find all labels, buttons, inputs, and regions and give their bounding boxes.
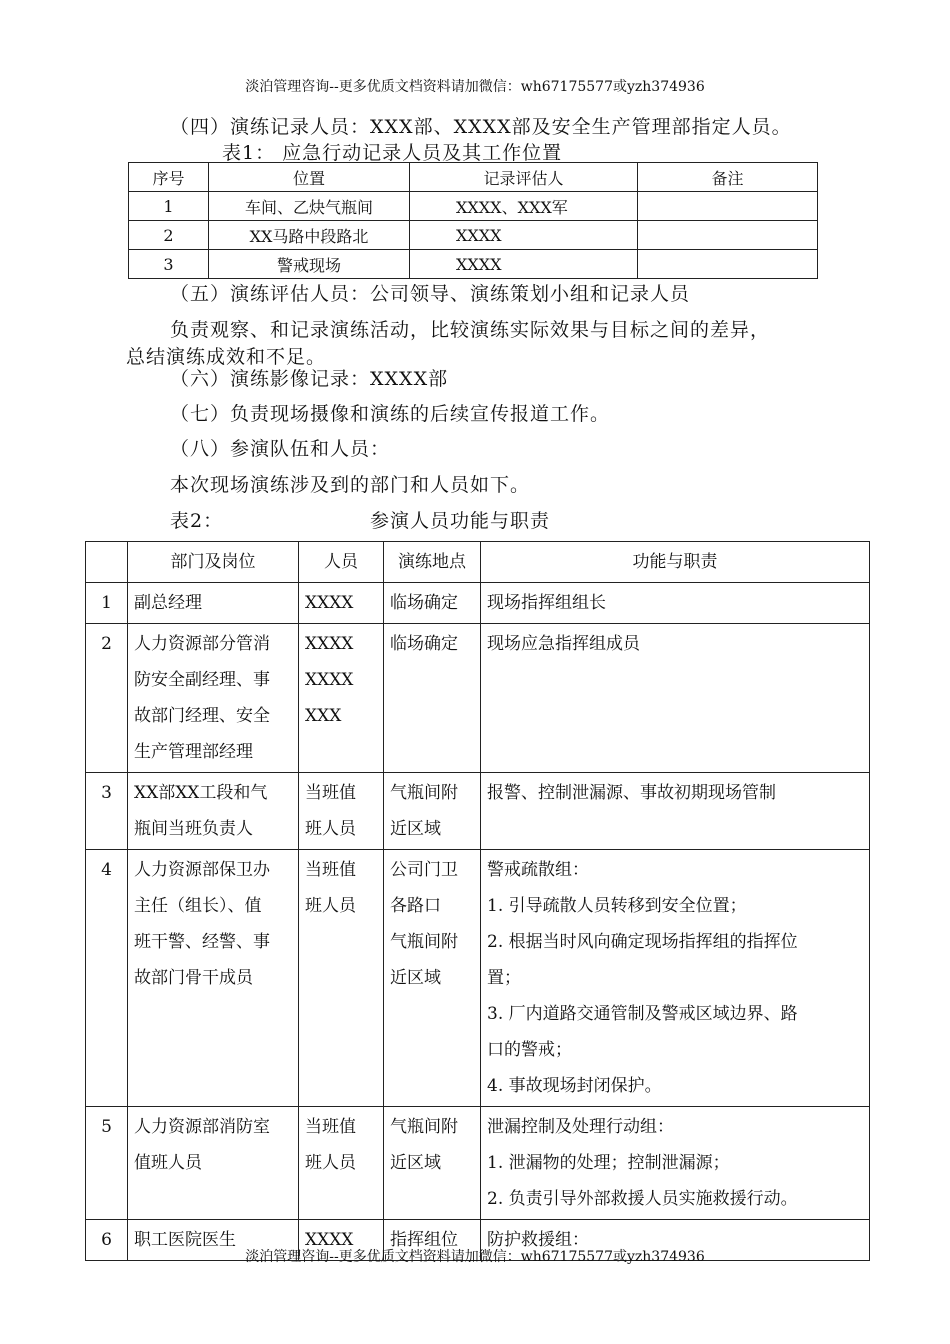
table2-header-cell: 部门及岗位: [128, 542, 299, 583]
table1-header-cell: 备注: [638, 163, 818, 192]
table1-header-cell: 记录评估人: [410, 163, 638, 192]
table-row: [129, 221, 818, 250]
duty-cell: [481, 850, 870, 1107]
dept-cell: [128, 1107, 299, 1220]
duty-cell: [481, 583, 870, 624]
table-cell: 2: [129, 221, 209, 250]
table2-caption-title: 参演人员功能与职责: [370, 510, 551, 532]
dept-cell: [128, 773, 299, 850]
duty-cell-line: 2. 负责引导外部救援人员实施救援行动。: [487, 1189, 798, 1209]
people-cell-line: 班人员: [305, 819, 356, 839]
section-8: （八）参演队伍和人员：: [170, 438, 391, 460]
table-row: [86, 773, 870, 850]
people-cell: [299, 773, 384, 850]
section-7: （七）负责现场摄像和演练的后续宣传报道工作。: [170, 403, 611, 425]
duty-cell-line: 口的警戒；: [487, 1040, 572, 1060]
table2-caption-label: 表2：: [170, 510, 224, 532]
duty-cell-line: 1. 泄漏物的处理；控制泄漏源；: [487, 1153, 730, 1173]
dept-cell-line: 故部门骨干成员: [134, 968, 253, 988]
place-cell-line: 气瓶间附: [390, 932, 458, 952]
table1-header-cell: 位置: [209, 163, 410, 192]
dept-cell-line: 班干警、经警、事: [134, 932, 270, 952]
dept-cell-line: 瓶间当班负责人: [134, 819, 253, 839]
duty-cell-line: 3. 厂内道路交通管制及警戒区域边界、路: [487, 1004, 798, 1024]
people-cell-line: XXXX: [305, 634, 354, 654]
place-cell: [384, 850, 481, 1107]
table-row: [86, 850, 870, 1107]
table-cell: XXXX: [410, 221, 638, 250]
table2-header-row: [86, 542, 870, 583]
row-number: 4: [86, 850, 128, 1107]
place-cell-line: 近区域: [390, 819, 441, 839]
dept-cell-line: 人力资源部分管消: [134, 634, 270, 654]
dept-cell: [128, 850, 299, 1107]
place-cell-line: 指挥组位: [390, 1230, 458, 1250]
table2-header-cell: 人员: [299, 542, 384, 583]
dept-cell-line: 副总经理: [134, 593, 202, 613]
people-cell-line: XXXX: [305, 1230, 354, 1250]
dept-cell-line: 职工医院医生: [134, 1230, 236, 1250]
table-cell: 警戒现场: [209, 250, 410, 279]
table2-header-cell: [86, 542, 128, 583]
duty-cell-line: 1. 引导疏散人员转移到安全位置；: [487, 896, 747, 916]
table2-header-cell: 功能与职责: [481, 542, 870, 583]
people-cell-line: XXXX: [305, 670, 354, 690]
people-cell-line: 班人员: [305, 896, 356, 916]
place-cell: [384, 773, 481, 850]
table-row: [86, 583, 870, 624]
place-cell-line: 临场确定: [390, 593, 458, 613]
duty-cell: [481, 773, 870, 850]
people-cell-line: 当班值: [305, 783, 356, 803]
row-number: 2: [86, 624, 128, 773]
page-footer: 淡泊管理咨询--更多优质文档资料请加微信：wh67175577或yzh374936: [245, 1249, 705, 1265]
table-cell: XXXX: [410, 250, 638, 279]
row-number: 1: [86, 583, 128, 624]
place-cell-line: 近区域: [390, 1153, 441, 1173]
table-cell: 3: [129, 250, 209, 279]
duty-cell-line: 警戒疏散组：: [487, 860, 589, 880]
dept-cell-line: 人力资源部保卫办: [134, 860, 270, 880]
people-cell: [299, 1107, 384, 1220]
place-cell-line: 气瓶间附: [390, 783, 458, 803]
people-cell-line: 当班值: [305, 860, 356, 880]
paragraph-1-line-1: 负责观察、和记录演练活动，比较演练实际效果与目标之间的差异，: [170, 319, 771, 341]
row-number: 5: [86, 1107, 128, 1220]
dept-cell-line: 防安全副经理、事: [134, 670, 270, 690]
duty-cell: [481, 624, 870, 773]
dept-cell-line: 生产管理部经理: [134, 742, 253, 762]
row-number: 3: [86, 773, 128, 850]
place-cell: [384, 1107, 481, 1220]
duty-cell-line: 现场应急指挥组成员: [487, 634, 640, 654]
place-cell-line: 各路口: [390, 896, 441, 916]
duty-cell-line: 泄漏控制及处理行动组：: [487, 1117, 674, 1137]
table-row: [86, 1107, 870, 1220]
duty-cell-line: 现场指挥组组长: [487, 593, 606, 613]
dept-cell-line: 主任（组长）、值: [134, 896, 262, 916]
people-cell: [299, 583, 384, 624]
table-cell: [638, 192, 818, 221]
table-cell: [638, 221, 818, 250]
table1-header-cell: 序号: [129, 163, 209, 192]
place-cell: [384, 624, 481, 773]
dept-cell-line: XX部XX工段和气: [134, 783, 268, 803]
page-header: 淡泊管理咨询--更多优质文档资料请加微信：wh67175577或yzh374936: [245, 79, 705, 95]
table-cell: XX马路中段路北: [209, 221, 410, 250]
table1-caption: 表1： 应急行动记录人员及其工作位置: [222, 142, 563, 164]
table-row: [129, 192, 818, 221]
table-cell: [638, 250, 818, 279]
table-cell: XXXX、XXX军: [410, 192, 638, 221]
table-participants: [85, 541, 870, 1261]
place-cell-line: 近区域: [390, 968, 441, 988]
place-cell-line: 临场确定: [390, 634, 458, 654]
section-5: （五）演练评估人员：公司领导、演练策划小组和记录人员: [170, 283, 691, 305]
table-recorders: [128, 162, 818, 279]
dept-cell-line: 人力资源部消防室: [134, 1117, 270, 1137]
place-cell-line: 公司门卫: [390, 860, 458, 880]
table-row: [129, 250, 818, 279]
people-cell: [299, 624, 384, 773]
place-cell: [384, 583, 481, 624]
people-cell-line: XXXX: [305, 593, 354, 613]
people-cell-line: 班人员: [305, 1153, 356, 1173]
duty-cell-line: 2. 根据当时风向确定现场指挥组的指挥位: [487, 932, 798, 952]
table-cell: 1: [129, 192, 209, 221]
table-cell: 车间、乙炔气瓶间: [209, 192, 410, 221]
dept-cell-line: 故部门经理、安全: [134, 706, 270, 726]
duty-cell: [481, 1107, 870, 1220]
duty-cell-line: 置；: [487, 968, 521, 988]
section-4: （四）演练记录人员：XXX部、XXXX部及安全生产管理部指定人员。: [170, 116, 792, 138]
paragraph-2: 本次现场演练涉及到的部门和人员如下。: [170, 474, 531, 496]
dept-cell: [128, 583, 299, 624]
table2-header-cell: 演练地点: [384, 542, 481, 583]
paragraph-1-line-2: 总结演练成效和不足。: [126, 346, 327, 368]
dept-cell-line: 值班人员: [134, 1153, 202, 1173]
duty-cell-line: 报警、控制泄漏源、事故初期现场管制: [487, 783, 776, 803]
dept-cell: [128, 624, 299, 773]
row-number: 6: [86, 1220, 128, 1261]
place-cell-line: 气瓶间附: [390, 1117, 458, 1137]
table1-header-row: [129, 163, 818, 192]
duty-cell-line: 防护救援组：: [487, 1230, 589, 1250]
people-cell: [299, 850, 384, 1107]
people-cell-line: 当班值: [305, 1117, 356, 1137]
people-cell-line: XXX: [305, 706, 342, 726]
section-6: （六）演练影像记录：XXXX部: [170, 368, 449, 390]
table-row: [86, 624, 870, 773]
duty-cell-line: 4. 事故现场封闭保护。: [487, 1076, 662, 1096]
